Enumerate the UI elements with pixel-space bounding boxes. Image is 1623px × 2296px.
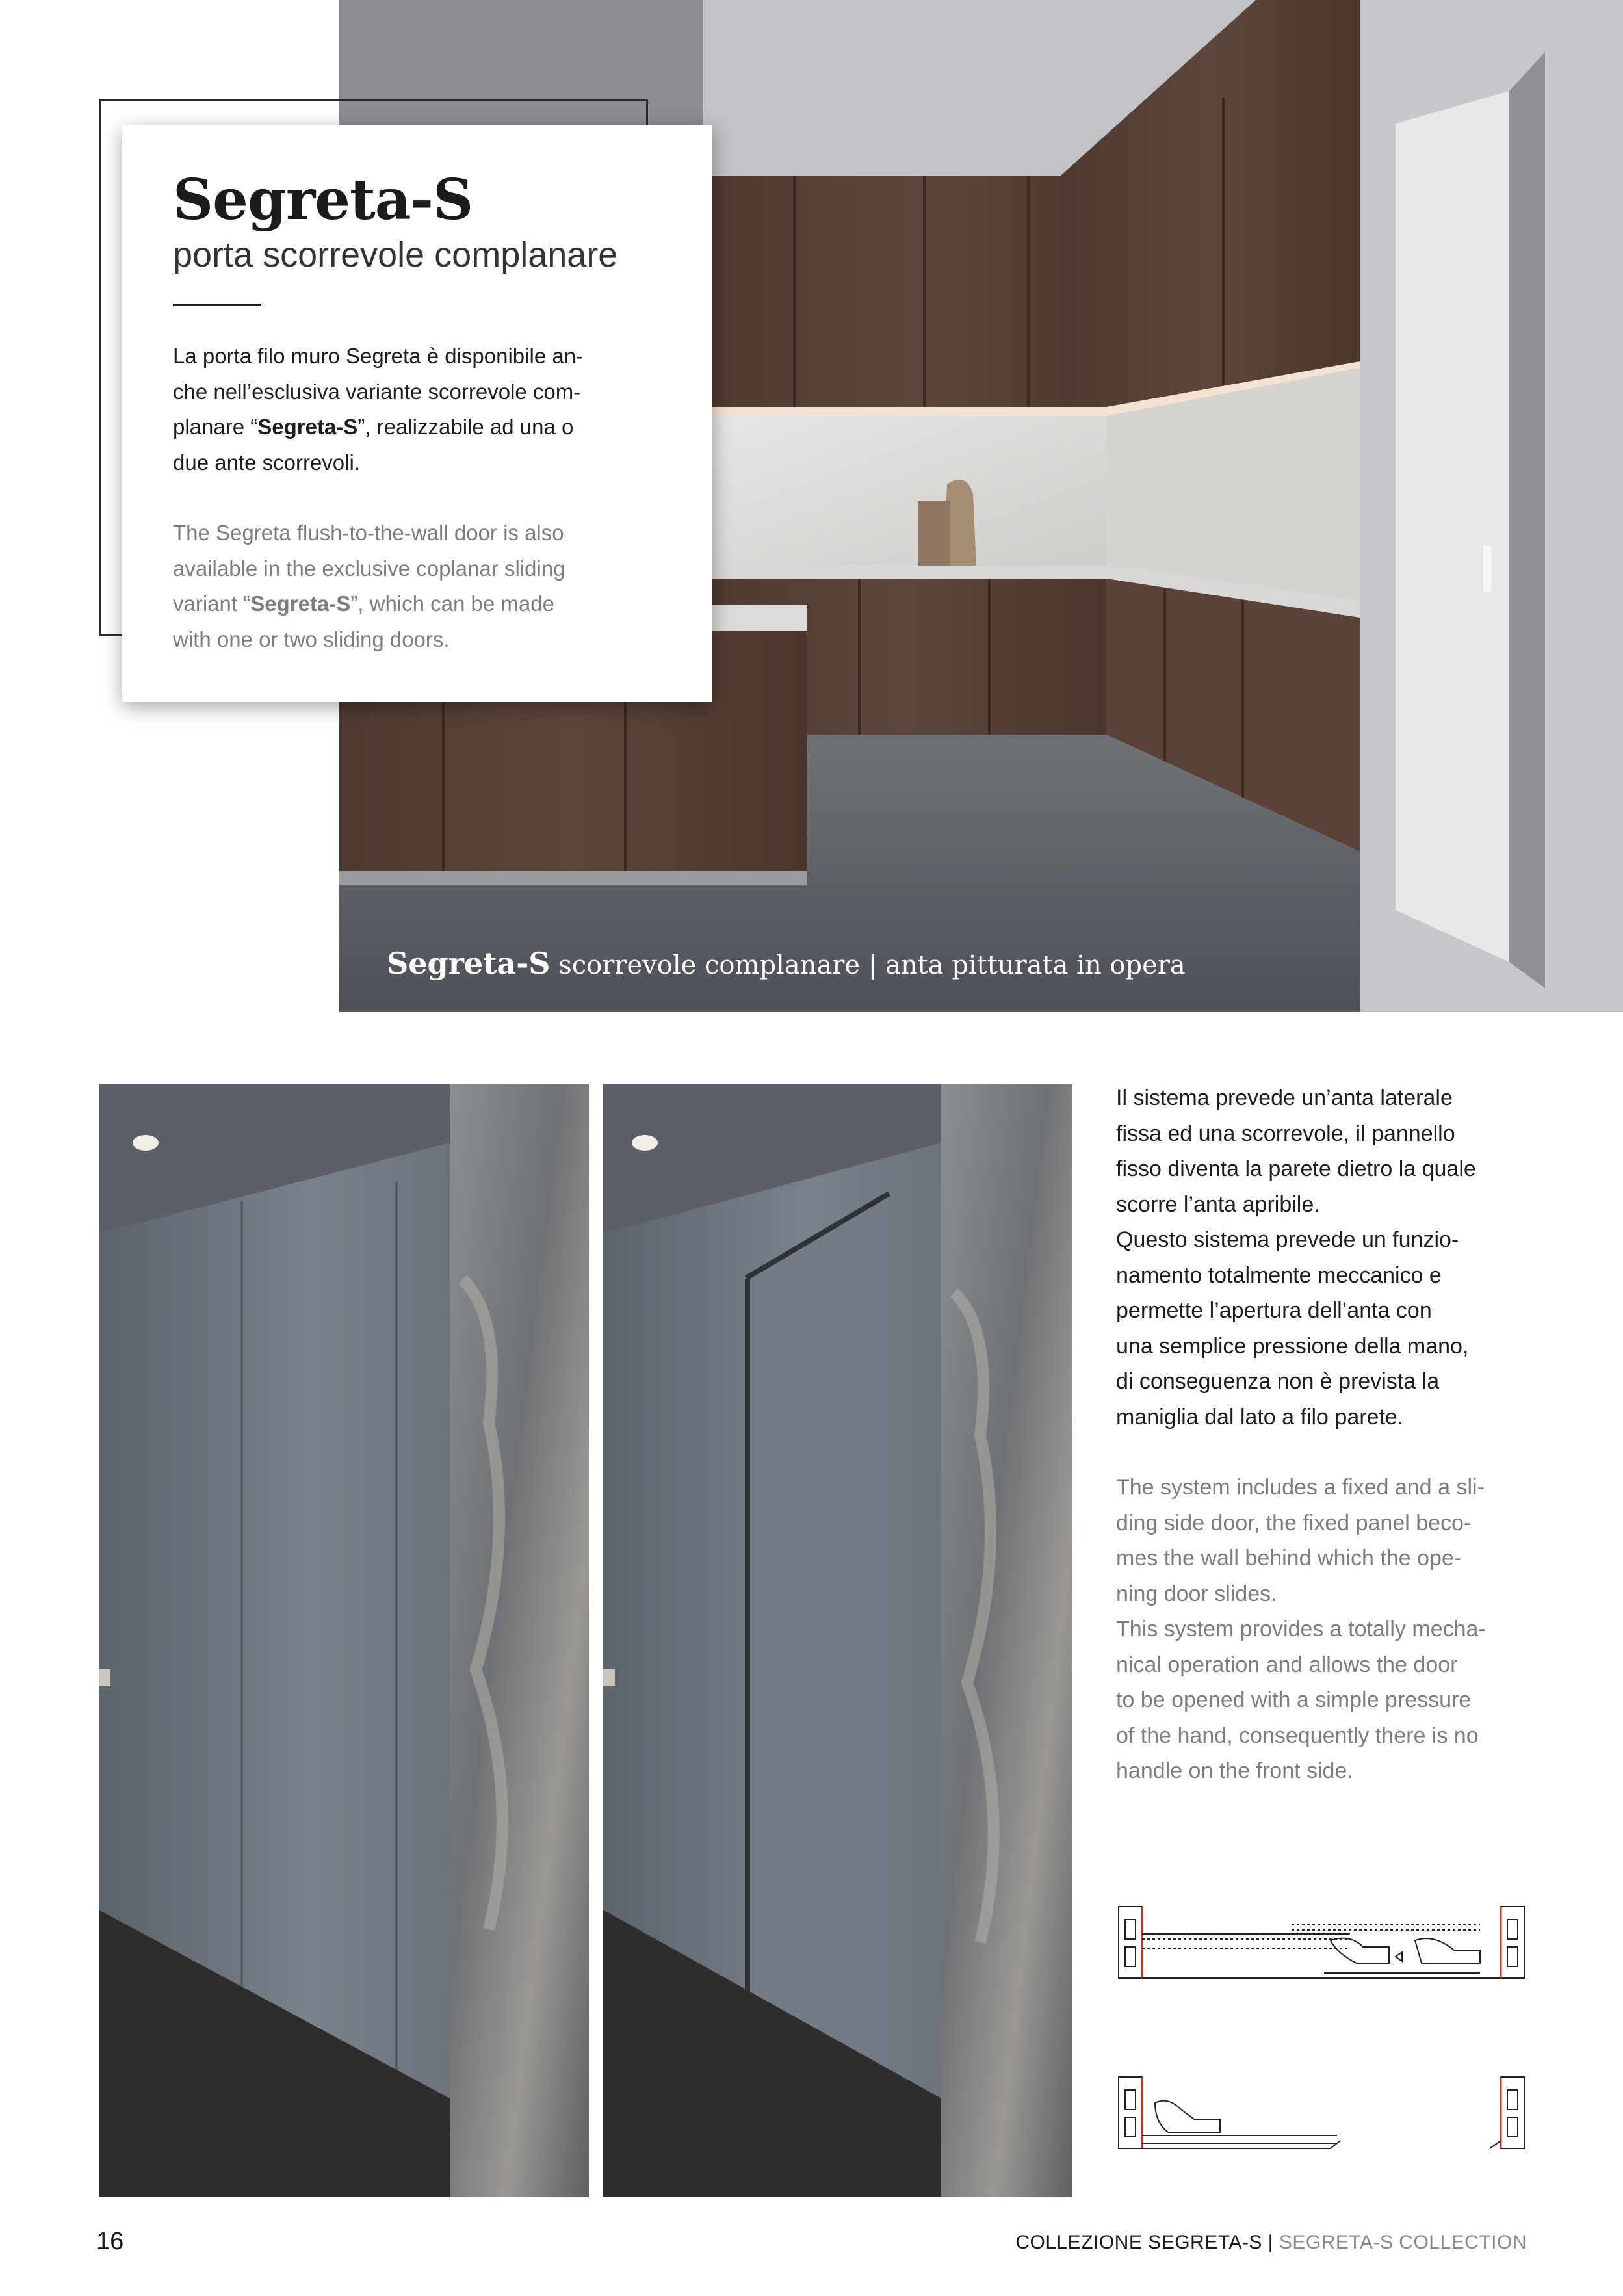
title-card	[122, 125, 712, 702]
text-line: Il sistema prevede un’anta laterale	[1116, 1086, 1453, 1110]
text-line: mes the wall behind which the ope-	[1116, 1546, 1462, 1571]
footer-collection-label	[1015, 2232, 1527, 2254]
text-fragment: ”, realizzabile ad una o	[357, 415, 574, 439]
text-line: available in the exclusive coplanar sliding	[173, 556, 565, 581]
intro-italian	[173, 339, 663, 480]
text-line: of the hand, consequently there is no	[1116, 1723, 1479, 1748]
door-closed-illustration	[99, 1084, 589, 2197]
text-line: La porta filo muro Segreta è disponibile an-	[173, 344, 584, 368]
text-line: ding side door, the fixed panel beco-	[1116, 1510, 1472, 1535]
text-line: ning door slides.	[1116, 1581, 1277, 1606]
text-line: The system includes a fixed and a sli-	[1116, 1475, 1485, 1500]
diagram-open-drawing	[1116, 2070, 1527, 2158]
footer-separator: |	[1262, 2232, 1279, 2253]
hero-caption-description: scorrevole complanare | anta pitturata in opera	[550, 950, 1186, 980]
text-line: una semplice pressione della mano,	[1116, 1333, 1469, 1359]
text-line: The Segreta flush-to-the-wall door is also	[173, 521, 564, 545]
page-title: Segreta-S	[173, 167, 473, 233]
text-line: namento totalmente meccanico e	[1116, 1262, 1442, 1288]
page-subtitle: porta scorrevole complanare	[173, 235, 618, 274]
page-number: 16	[96, 2228, 124, 2255]
section-diagram-open	[1116, 2070, 1527, 2158]
hero-caption-product: Segreta-S	[387, 946, 551, 981]
text-line: with one or two sliding doors.	[173, 627, 450, 651]
text-line: fissa ed una scorrevole, il pannello	[1116, 1121, 1455, 1146]
hero-caption	[387, 946, 1186, 981]
door-open-photo	[603, 1084, 1072, 2197]
system-description	[1116, 1080, 1526, 1789]
product-name-bold: Segreta-S	[257, 415, 358, 439]
diagram-closed-drawing	[1116, 1901, 1527, 1986]
text-fragment: ”, which can be made	[350, 592, 554, 616]
text-line: maniglia dal lato a filo parete.	[1116, 1404, 1404, 1429]
text-fragment: planare “	[173, 415, 258, 439]
text-fragment: variant “	[173, 592, 251, 616]
text-line: di conseguenza non è prevista la	[1116, 1369, 1440, 1394]
text-line: to be opened with a simple pressure	[1116, 1688, 1472, 1712]
text-line: nical operation and allows the door	[1116, 1652, 1458, 1677]
system-english	[1116, 1470, 1526, 1789]
text-line: permette l’apertura dell’anta con	[1116, 1298, 1432, 1323]
footer-collection-english: SEGRETA-S COLLECTION	[1279, 2232, 1527, 2253]
text-line: This system provides a totally mecha-	[1116, 1617, 1486, 1641]
system-italian	[1116, 1080, 1526, 1435]
intro-english	[173, 515, 663, 657]
section-diagram-closed	[1116, 1901, 1527, 1986]
text-line: che nell’esclusiva variante scorrevole com-	[173, 379, 581, 404]
product-name-bold: Segreta-S	[250, 592, 351, 616]
text-line-mixed	[173, 410, 663, 445]
footer-collection-italian: COLLEZIONE SEGRETA-S	[1015, 2232, 1262, 2253]
text-line: due ante scorrevoli.	[173, 450, 360, 475]
text-line: fisso diventa la parete dietro la quale	[1116, 1156, 1476, 1181]
text-line: scorre l’anta apribile.	[1116, 1192, 1320, 1217]
door-open-illustration	[603, 1084, 1072, 2197]
text-line: Questo sistema prevede un funzio-	[1116, 1227, 1459, 1252]
title-divider	[173, 304, 261, 306]
door-closed-photo	[99, 1084, 589, 2197]
text-line-mixed	[173, 586, 663, 622]
text-line: handle on the front side.	[1116, 1758, 1353, 1783]
